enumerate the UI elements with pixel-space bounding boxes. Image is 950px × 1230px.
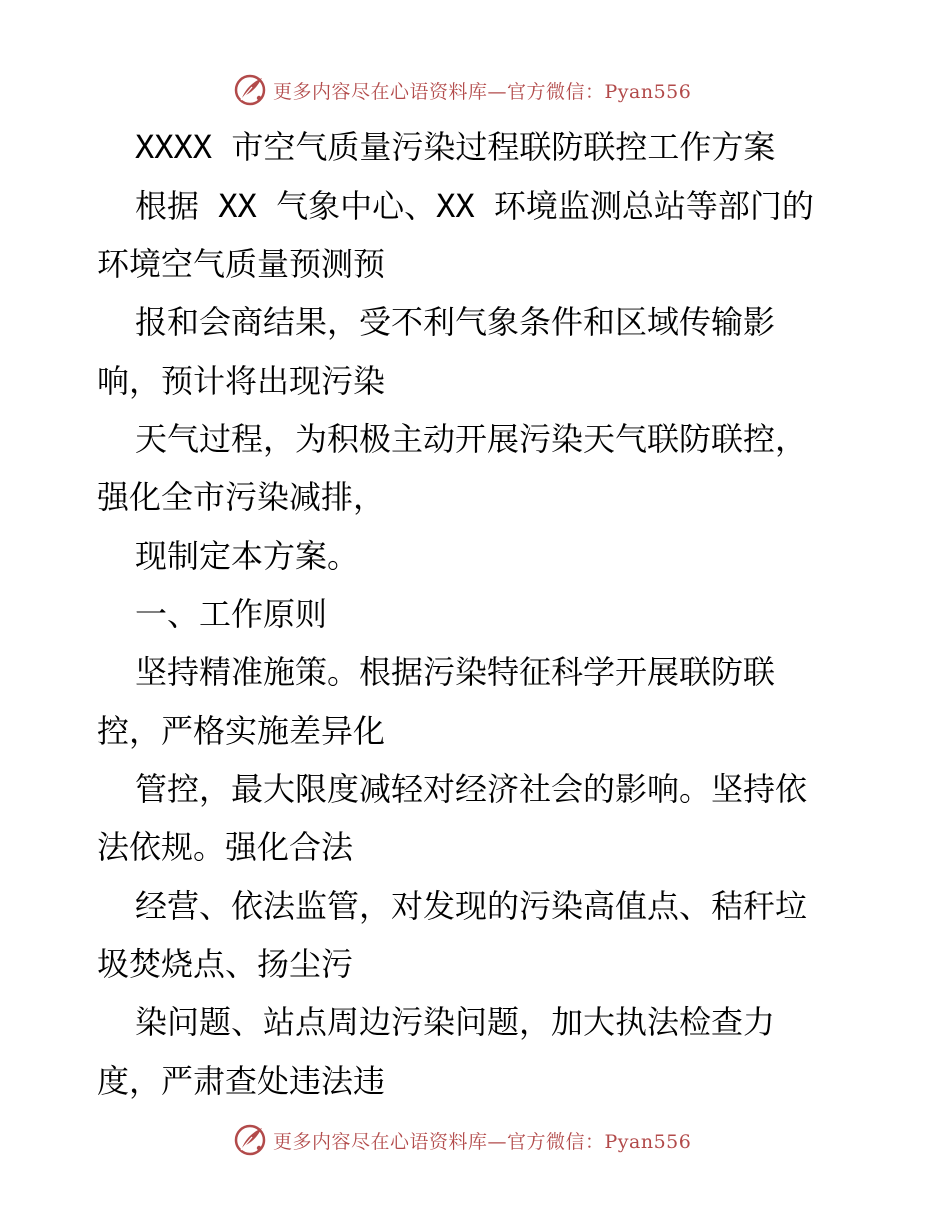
- paragraph-line: 坚持精准施策。根据污染特征科学开展联防联: [135, 653, 776, 691]
- paragraph-line: 根据 XX 气象中心、XX 环境监测总站等部门的: [135, 187, 814, 225]
- paragraph-line: 报和会商结果，受不利气象条件和区域传输影: [135, 303, 776, 341]
- paragraph-line: 现制定本方案。: [135, 537, 360, 575]
- paragraph-line: 强化全市污染减排，: [97, 478, 386, 516]
- banner-text: 更多内容尽在心语资料库—官方微信：Pyan556: [273, 80, 692, 103]
- paragraph-line: 法依规。强化合法: [97, 828, 354, 866]
- footer-banner: [233, 1120, 691, 1160]
- banner-text: 更多内容尽在心语资料库—官方微信：Pyan556: [273, 1130, 692, 1153]
- section-heading: 一、工作原则: [135, 595, 328, 633]
- feather-quill-logo-icon: [233, 1123, 267, 1157]
- paragraph-line: 环境空气质量预测预: [97, 245, 386, 283]
- header-banner: [233, 70, 691, 110]
- paragraph-line: 度，严肃查处违法违: [97, 1062, 386, 1100]
- paragraph-line: 染问题、站点周边污染问题，加大执法检查力: [135, 1003, 776, 1041]
- paragraph-line: 天气过程，为积极主动开展污染天气联防联控，: [135, 420, 808, 458]
- paragraph-line: 经营、依法监管，对发现的污染高值点、秸秆垃: [135, 887, 808, 925]
- paragraph-line: 响，预计将出现污染: [97, 362, 386, 400]
- paragraph-line: 管控，最大限度减轻对经济社会的影响。坚持依: [135, 770, 808, 808]
- paragraph-line: 控，严格实施差异化: [97, 712, 386, 750]
- paragraph-line: 圾焚烧点、扬尘污: [97, 945, 354, 983]
- document-title: XXXX 市空气质量污染过程联防联控工作方案: [135, 128, 776, 166]
- feather-quill-logo-icon: [233, 73, 267, 107]
